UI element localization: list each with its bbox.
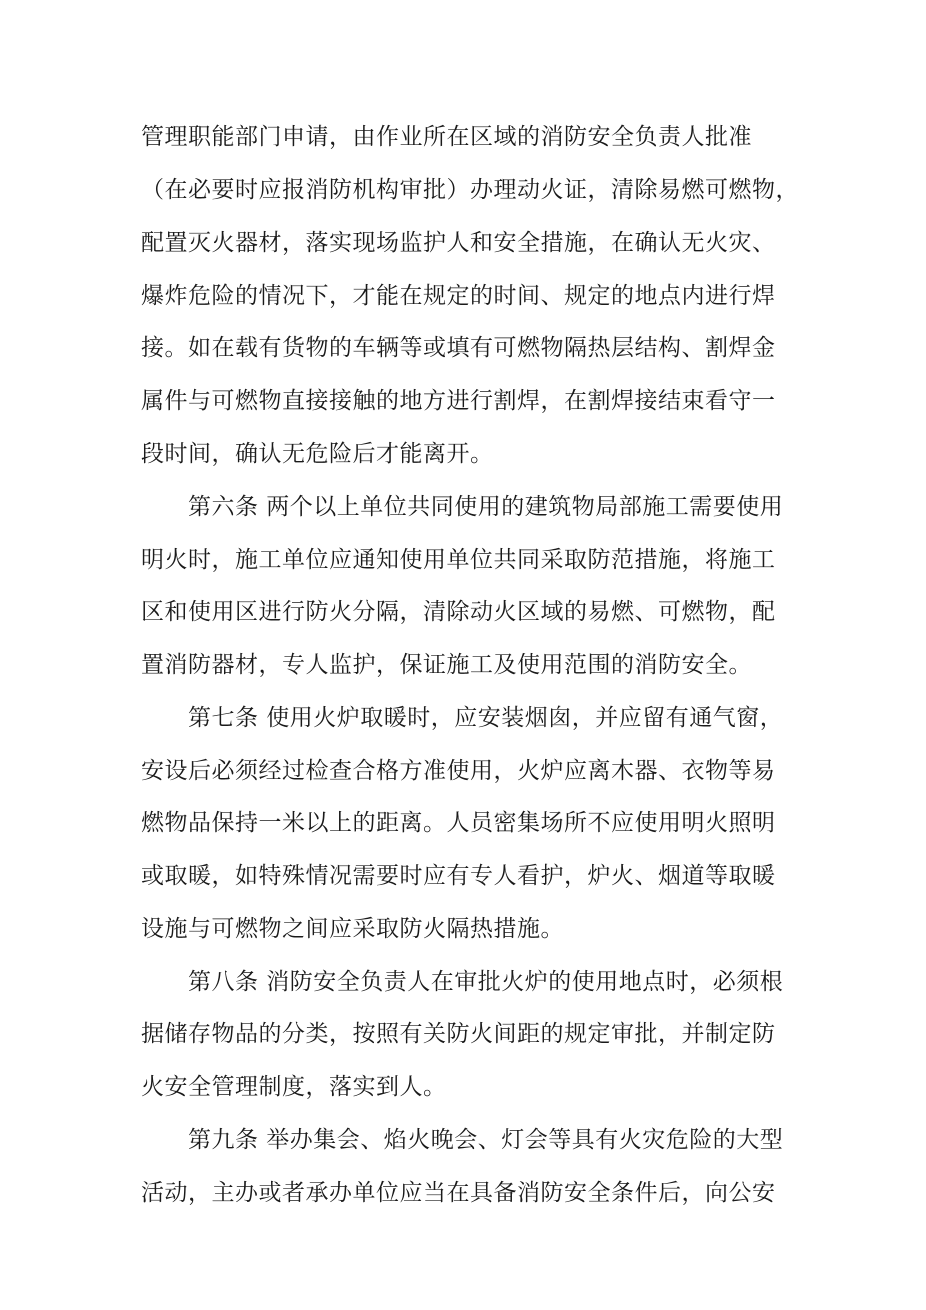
paragraph-line: 爆炸危险的情况下，才能在规定的时间、规定的地点内进行焊	[141, 283, 776, 309]
article-7-first-line: 第七条 使用火炉取暖时，应安装烟囱，并应留有通气窗，	[188, 705, 784, 731]
article-6-first-line: 第六条 两个以上单位共同使用的建筑物局部施工需要使用	[188, 494, 784, 520]
paragraph-line: 安设后必须经过检查合格方准使用，火炉应离木器、衣物等易	[141, 758, 776, 784]
paragraph-line: 燃物品保持一米以上的距离。人员密集场所不应使用明火照明	[141, 810, 776, 836]
paragraph-line: 配置灭火器材，落实现场监护人和安全措施，在确认无火灾、	[141, 230, 776, 256]
article-9-first-line: 第九条 举办集会、焰火晚会、灯会等具有火灾危险的大型	[188, 1127, 784, 1153]
paragraph-line: 属件与可燃物直接接触的地方进行割焊，在割焊接结束看守一	[141, 388, 776, 414]
paragraph-line: 活动，主办或者承办单位应当在具备消防安全条件后，向公安	[141, 1180, 776, 1206]
paragraph-line: 置消防器材，专人监护，保证施工及使用范围的消防安全。	[141, 652, 752, 678]
paragraph-line: 或取暖，如特殊情况需要时应有专人看护，炉火、烟道等取暖	[141, 863, 776, 889]
paragraph-line: 管理职能部门申请，由作业所在区域的消防安全负责人批准	[141, 124, 752, 150]
paragraph-line: 明火时，施工单位应通知使用单位共同采取防范措施，将施工	[141, 547, 776, 573]
paragraph-line: 据储存物品的分类，按照有关防火间距的规定审批，并制定防	[141, 1021, 776, 1047]
paragraph-line: 段时间，确认无危险后才能离开。	[141, 441, 494, 467]
paragraph-line: 设施与可燃物之间应采取防火隔热措施。	[141, 916, 564, 942]
paragraph-line: 接。如在载有货物的车辆等或填有可燃物隔热层结构、割焊金	[141, 335, 776, 361]
paragraph-line: 区和使用区进行防火分隔，清除动火区域的易燃、可燃物，配	[141, 599, 776, 625]
paragraph-line: （在必要时应报消防机构审批）办理动火证，清除易燃可燃物，	[141, 177, 799, 203]
paragraph-line: 火安全管理制度，落实到人。	[141, 1074, 447, 1100]
article-8-first-line: 第八条 消防安全负责人在审批火炉的使用地点时，必须根	[188, 969, 784, 995]
